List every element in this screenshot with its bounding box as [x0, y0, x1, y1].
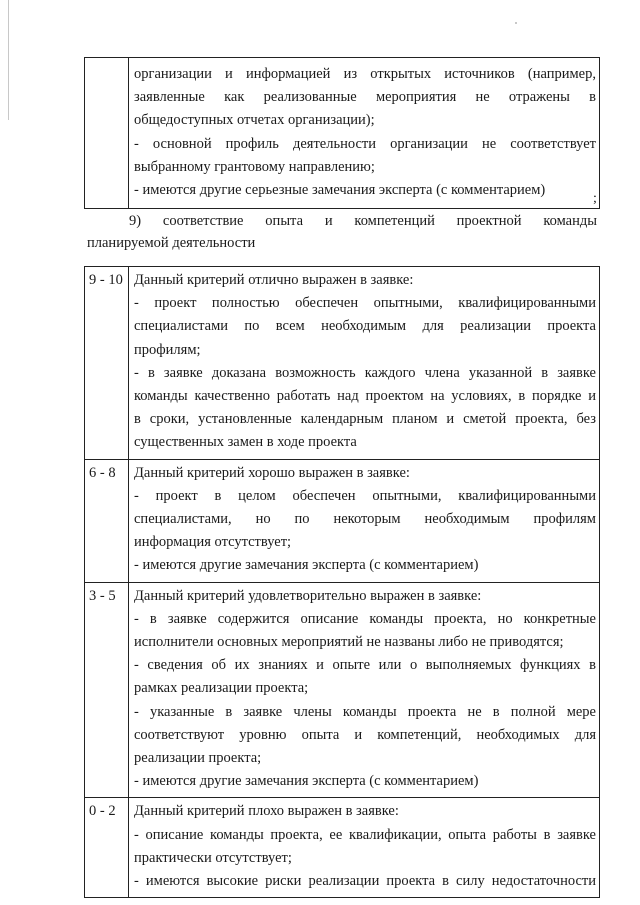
- table-row: [85, 267, 599, 459]
- text-line: - описание команды проекта, ее квалификации, опыта работы в заявке: [134, 826, 596, 843]
- text-line: - имеются другие серьезные замечания эксперта (с комментарием): [134, 182, 546, 199]
- score-cell: 0 - 2: [85, 798, 129, 897]
- text-line: специалистами, но по некоторым необходимым профилям: [134, 511, 596, 528]
- table-row: [85, 58, 599, 208]
- text-line: - имеются другие замечания эксперта (с комментарием): [134, 773, 479, 790]
- text-line: - указанные в заявке члены команды проекта не в полной мере: [134, 703, 596, 720]
- text-line: - в заявке содержится описание команды проекта, но конкретные: [134, 610, 596, 627]
- score-cell-empty: [85, 58, 129, 208]
- table-row: [85, 797, 599, 897]
- text-line: практически отсутствует;: [134, 849, 292, 866]
- text-line: команды качественно работать над проектом на условиях, в порядке и: [134, 388, 596, 405]
- text-line: - имеются высокие риски реализации проекта в силу недостаточности: [134, 873, 596, 890]
- text-line: рамках реализации проекта;: [134, 680, 309, 697]
- top-criteria-table: [84, 57, 600, 209]
- text-line: - в заявке доказана возможность каждого члена указанной в заявке: [134, 364, 596, 381]
- table-row: [85, 582, 599, 798]
- text-line: Данный критерий отлично выражен в заявке:: [134, 272, 414, 288]
- criteria-description: [129, 267, 599, 459]
- text-line: - сведения об их знаниях и опыте или о выполняемых функциях в: [134, 657, 596, 674]
- text-line: общедоступных отчетах организации);: [134, 112, 375, 129]
- table-row: [85, 459, 599, 582]
- criteria-description: [129, 58, 599, 208]
- section-heading: [87, 210, 597, 254]
- criteria-table: [84, 266, 600, 898]
- text-line: профилям;: [134, 341, 201, 358]
- text-line: Данный критерий хорошо выражен в заявке:: [134, 464, 410, 481]
- criteria-description: [129, 460, 599, 582]
- text-line: - проект полностью обеспечен опытными, квалифицированными: [134, 295, 596, 312]
- text-line: - имеются другие замечания эксперта (с комментарием): [134, 557, 479, 574]
- text-line: Данный критерий удовлетворительно выражен в заявке:: [134, 587, 482, 604]
- scan-mark: [8, 0, 9, 120]
- criteria-description: [129, 798, 599, 897]
- text-line: специалистами по всем необходимым для реализации проекта: [134, 318, 596, 335]
- score-cell: 9 - 10: [85, 267, 129, 459]
- heading-line: 9) соответствие опыта и компетенций проектной команды: [129, 213, 597, 229]
- text-line: - проект в целом обеспечен опытными, квалифицированными: [134, 487, 596, 504]
- text-line: соответствуют уровню опыта и компетенций, необходимых для: [134, 726, 596, 743]
- text-line: Данный критерий плохо выражен в заявке:: [134, 803, 399, 820]
- text-line: исполнители основных мероприятий не названы либо не приводятся;: [134, 634, 564, 651]
- criteria-description: [129, 583, 599, 798]
- text-line: информация отсутствует;: [134, 534, 292, 551]
- text-line: заявленные как реализованные мероприятия не отражены в: [134, 89, 596, 106]
- heading-line: планируемой деятельности: [87, 235, 256, 251]
- text-line: выбранному грантовому направлению;: [134, 158, 375, 175]
- semicolon: ;: [593, 191, 597, 206]
- text-line: в сроки, установленные календарным планом и сметой проекта, без: [134, 411, 596, 428]
- text-line: - основной профиль деятельности организации не соответствует: [134, 135, 596, 152]
- text-line: существенных замен в ходе проекта: [134, 434, 357, 451]
- text-line: реализации проекта;: [134, 750, 262, 767]
- scan-mark: [515, 22, 517, 24]
- score-cell: 3 - 5: [85, 583, 129, 798]
- score-cell: 6 - 8: [85, 460, 129, 582]
- text-line: организации и информацией из открытых источников (например,: [134, 66, 596, 82]
